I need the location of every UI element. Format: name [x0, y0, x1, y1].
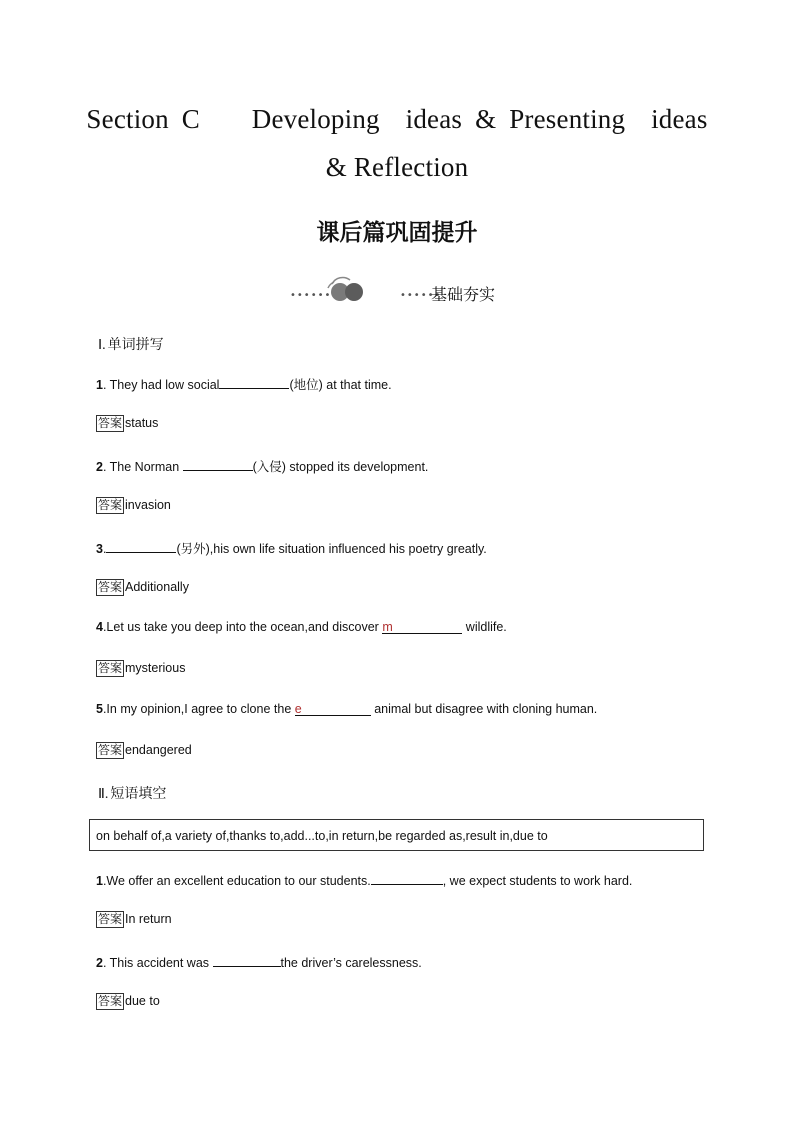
section-2-numeral: Ⅱ. [98, 787, 109, 802]
question-1-4 [96, 620, 507, 634]
answer-blank[interactable] [106, 539, 176, 553]
question-text-after: , we expect students to work hard. [442, 874, 633, 888]
answer-text: invasion [125, 498, 171, 512]
page-title-line-2: & Reflection [325, 152, 469, 182]
answer-tag: 答案 [98, 580, 123, 594]
question-number: 1 [96, 378, 103, 392]
question-text-before: .We offer an excellent education to our students. [102, 874, 371, 888]
question-text-after: (另外),his own life situation influenced his poetry greatly. [176, 542, 487, 556]
question-text-before: . They had low social [102, 378, 220, 392]
answer-tag: 答案 [98, 498, 123, 512]
answer-1-1 [96, 415, 158, 432]
section-1-numeral: Ⅰ. [98, 338, 106, 353]
answer-blank[interactable] [183, 457, 253, 471]
question-text-before: . [102, 542, 107, 556]
answer-blank[interactable] [382, 620, 462, 634]
answer-tag: 答案 [98, 661, 123, 675]
answer-2-1 [96, 911, 172, 928]
section-2-heading [98, 783, 166, 803]
question-2-1 [96, 871, 632, 888]
question-text-before: .In my opinion,I agree to clone the [102, 702, 295, 716]
answer-tag: 答案 [98, 994, 123, 1008]
question-text-after: the driver’s carelessness. [280, 956, 422, 970]
answer-1-3 [96, 579, 189, 596]
section-1-heading [98, 334, 164, 354]
question-number: 2 [96, 460, 103, 474]
question-text-before: . This accident was [102, 956, 213, 970]
question-number: 2 [96, 956, 103, 970]
answer-blank[interactable] [219, 375, 289, 389]
answer-blank[interactable] [213, 953, 281, 967]
question-text-after: (地位) at that time. [289, 378, 392, 392]
banner-circles-icon [322, 276, 370, 304]
page-title-line-1: Section C Developing ideas & Presenting ideas [86, 104, 708, 134]
answer-tag: 答案 [98, 743, 123, 757]
decorative-dots-right: •••••• [400, 290, 442, 301]
question-text-before: .Let us take you deep into the ocean,and discover [102, 620, 383, 634]
answer-1-2 [96, 497, 171, 514]
question-text-after: (入侵) stopped its development. [252, 460, 429, 474]
question-1-3 [96, 539, 487, 557]
question-number: 1 [96, 874, 103, 888]
banner-label: 基础夯实 [431, 285, 496, 304]
question-1-1 [96, 375, 392, 393]
answer-text: In return [125, 912, 172, 926]
answer-tag: 答案 [98, 416, 123, 430]
phrase-bank: on behalf of,a variety of,thanks to,add...to,in return,be regarded as,result in,due to [89, 819, 704, 851]
answer-text: status [125, 416, 159, 430]
question-number: 5 [96, 702, 103, 716]
question-number: 4 [96, 620, 103, 634]
answer-1-5 [96, 742, 192, 759]
page-subtitle: 课后篇巩固提升 [316, 220, 478, 246]
question-1-5 [96, 702, 597, 716]
answer-text: Additionally [125, 580, 189, 594]
section-2-title: 短语填空 [110, 786, 167, 802]
section-1-title: 单词拼写 [107, 337, 164, 353]
answer-blank[interactable] [371, 871, 443, 885]
question-1-2 [96, 457, 428, 475]
answer-text: mysterious [125, 661, 186, 675]
answer-1-4 [96, 660, 185, 677]
question-text-after: wildlife. [462, 620, 507, 634]
answer-blank[interactable] [295, 702, 371, 716]
question-number: 3 [96, 542, 103, 556]
hint-letter: e [294, 702, 302, 716]
question-text-after: animal but disagree with cloning human. [370, 702, 598, 716]
question-2-2 [96, 953, 422, 970]
answer-text: endangered [125, 743, 192, 757]
answer-text: due to [125, 994, 160, 1008]
decorative-dots-left: •••••• [290, 290, 332, 301]
question-text-before: . The Norman [102, 460, 183, 474]
answer-tag: 答案 [98, 912, 123, 926]
answer-2-2 [96, 993, 160, 1010]
hint-letter: m [382, 620, 393, 634]
